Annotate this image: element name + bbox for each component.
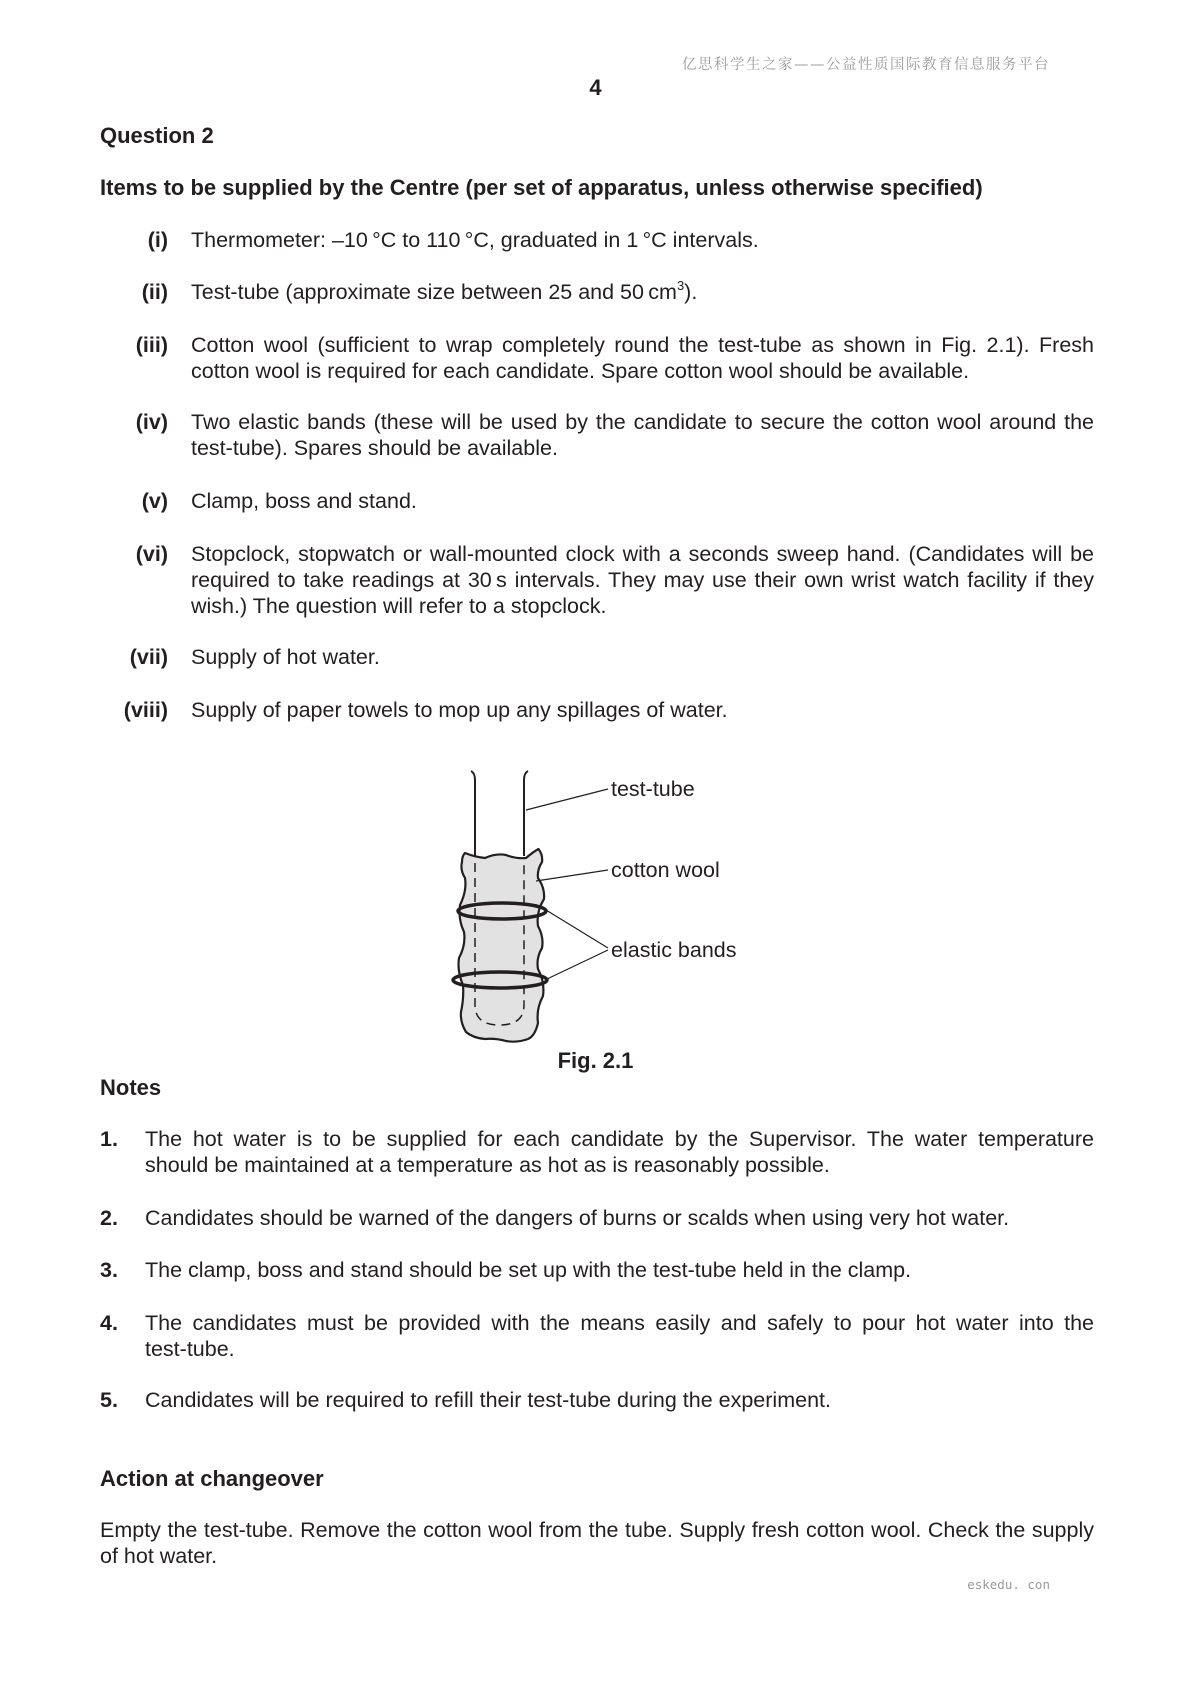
item-text-line: wish.) The question will refer to a stopclock. — [191, 594, 607, 618]
item-text-superscript: 3 — [676, 278, 685, 293]
item-label: (vii) — [129, 645, 168, 669]
leader-test-tube — [526, 789, 608, 810]
leader-cotton-wool — [536, 870, 608, 881]
note-text-line: The hot water is to be supplied for each candidate by the Supervisor. The water temperature — [145, 1127, 1094, 1151]
item-label: (i) — [147, 228, 168, 252]
changeover-text-line: of hot water. — [100, 1544, 218, 1568]
item-label: (ii) — [141, 280, 168, 304]
item-text-main: Test-tube (approximate size between 25 and 50 cm — [191, 280, 677, 304]
item-text-end: ). — [684, 280, 698, 304]
leader-elastic-band-lower — [547, 950, 608, 979]
note-text-line: Candidates will be required to refill their test-tube during the experiment. — [145, 1388, 831, 1412]
item-text-line — [191, 279, 1094, 305]
note-text-line: should be maintained at a temperature as hot as is reasonably possible. — [145, 1153, 830, 1177]
item-text-line: Supply of hot water. — [191, 645, 380, 669]
items-heading: Items to be supplied by the Centre (per set of apparatus, unless otherwise specified) — [100, 175, 983, 200]
footer-watermark: eskedu. con — [967, 1577, 1050, 1592]
leader-elastic-band-upper — [546, 910, 608, 948]
item-text-line: Two elastic bands (these will be used by the candidate to secure the cotton wool around the — [191, 410, 1094, 434]
label-test-tube: test-tube — [611, 777, 695, 801]
item-label: (viii) — [123, 698, 168, 722]
question-title: Question 2 — [100, 123, 214, 148]
item-text-line: Cotton wool (sufficient to wrap completely round the test-tube as shown in Fig. 2.1). Fresh — [191, 333, 1094, 357]
note-text-line: test-tube. — [145, 1337, 235, 1361]
header-watermark: 亿思科学生之家——公益性质国际教育信息服务平台 — [682, 57, 1050, 73]
item-text-line: cotton wool is required for each candidate. Spare cotton wool should be available. — [191, 359, 970, 383]
note-number: 3. — [100, 1258, 118, 1282]
note-number: 5. — [100, 1388, 118, 1412]
fig-2-1-diagram — [440, 760, 615, 1050]
item-text-line: required to take readings at 30 s intervals. They may use their own wrist watch facility if they — [191, 568, 1094, 592]
label-cotton-wool: cotton wool — [611, 858, 720, 882]
item-label: (iv) — [135, 410, 168, 434]
cotton-wool — [459, 849, 545, 1042]
note-number: 2. — [100, 1206, 118, 1230]
item-label: (iii) — [135, 333, 168, 357]
note-number: 1. — [100, 1127, 118, 1151]
note-number: 4. — [100, 1311, 118, 1335]
note-text-line: Candidates should be warned of the dangers of burns or scalds when using very hot water. — [145, 1206, 1010, 1230]
note-text-line: The clamp, boss and stand should be set up with the test-tube held in the clamp. — [145, 1258, 912, 1282]
changeover-heading: Action at changeover — [100, 1466, 324, 1491]
item-text-line: Stopclock, stopwatch or wall-mounted clock with a seconds sweep hand. (Candidates will be — [191, 542, 1094, 566]
test-tube-right-wall — [524, 771, 528, 856]
item-text-line: test-tube). Spares should be available. — [191, 436, 558, 460]
note-text-line: The candidates must be provided with the means easily and safely to pour hot water into the — [145, 1311, 1094, 1335]
item-label: (v) — [141, 489, 168, 513]
item-text-line: Clamp, boss and stand. — [191, 489, 417, 513]
item-label: (vi) — [135, 542, 168, 566]
page-number: 4 — [589, 75, 602, 100]
item-text-line: Supply of paper towels to mop up any spillages of water. — [191, 698, 728, 722]
changeover-text-line: Empty the test-tube. Remove the cotton wool from the tube. Supply fresh cotton wool. Check the supply — [100, 1518, 1094, 1542]
label-elastic-bands: elastic bands — [611, 938, 737, 962]
notes-heading: Notes — [100, 1075, 162, 1100]
test-tube-left-wall — [471, 771, 475, 856]
figure-caption: Fig. 2.1 — [557, 1048, 634, 1073]
item-text-line: Thermometer: –10 °C to 110 °C, graduated in 1 °C intervals. — [191, 228, 759, 252]
